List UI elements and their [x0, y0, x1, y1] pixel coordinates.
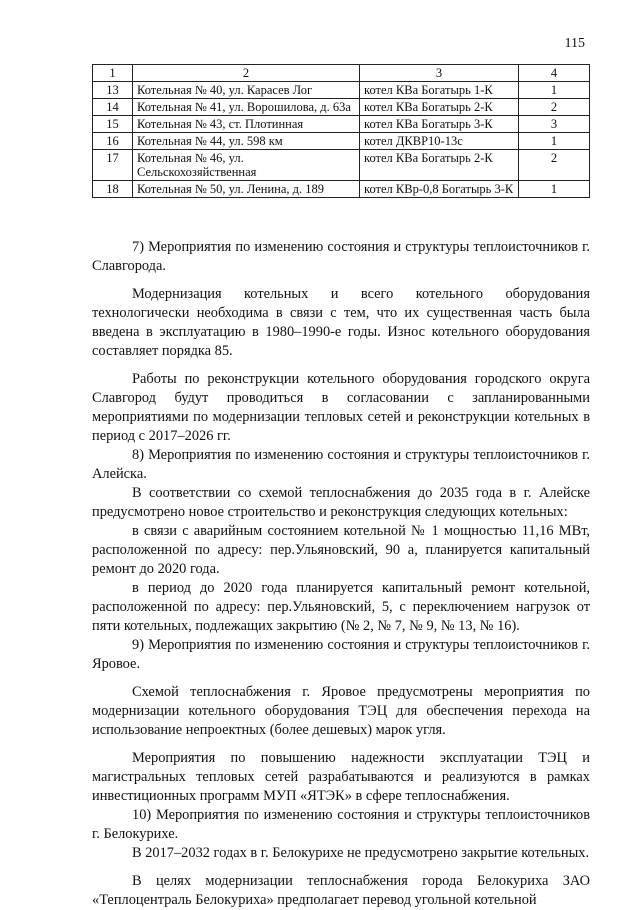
table-row [93, 181, 590, 198]
paragraph: Схемой теплоснабжения г. Яровое предусмотрены мероприятия по модернизации котельного оборудования ТЭЦ для обеспечения перехода на использование непроектных (более дешевых) марок угля. [92, 684, 590, 738]
boiler-equipment: котел КВа Богатырь 3-К [360, 116, 519, 133]
header-cell-1: 1 [93, 65, 133, 82]
boiler-equipment: котел ДКВР10-13с [360, 133, 519, 150]
paragraph: В 2017–2032 годах в г. Белокурихе не предусмотрено закрытие котельных. [132, 845, 590, 861]
boiler-house-name: Котельная № 43, ст. Плотинная [133, 116, 360, 133]
boiler-equipment: котел КВр-0,8 Богатырь 3-К [360, 181, 519, 198]
paragraph: Мероприятия по повышению надежности эксплуатации ТЭЦ и магистральных тепловых сетей разрабатываются и реализуются в рамках инвестиционных программ МУП «ЯТЭК» в сфере теплоснабжения. [92, 750, 590, 804]
boiler-table [92, 64, 590, 198]
paragraph: Модернизация котельных и всего котельного оборудования технологически необходима в связи с тем, что их существенная часть была введена в эксплуатацию в 1980–1990-е годы. Износ котельного оборудования составляет порядка 85. [92, 286, 590, 359]
boiler-equipment: котел КВа Богатырь 1-К [360, 82, 519, 99]
table-row [93, 133, 590, 150]
section-heading-aleysk: 8) Мероприятия по изменению состояния и структуры теплоисточников г. Алейска. [92, 447, 590, 482]
table-row [93, 116, 590, 133]
boiler-house-name: Котельная № 50, ул. Ленина, д. 189 [133, 181, 360, 198]
paragraph: В целях модернизации теплоснабжения города Белокуриха ЗАО «Теплоцентраль Белокуриха» предполагает перевод угольной котельной [92, 873, 590, 908]
header-cell-3: 3 [360, 65, 519, 82]
boiler-house-name: Котельная № 46, ул. Сельскохозяйственная [133, 150, 360, 181]
boiler-house-name: Котельная № 44, ул. 598 км [133, 133, 360, 150]
header-cell-2: 2 [133, 65, 360, 82]
header-cell-4: 4 [519, 65, 590, 82]
boiler-house-name: Котельная № 40, ул. Карасев Лог [133, 82, 360, 99]
page-number: 115 [564, 36, 585, 51]
row-number: 17 [93, 150, 133, 181]
row-number: 15 [93, 116, 133, 133]
boiler-count: 2 [519, 99, 590, 116]
paragraph: Работы по реконструкции котельного оборудования городского округа Славгород будут проводиться в согласовании с запланированными мероприятиями по модернизации тепловых сетей и реконструкции котельных в период с 2017–2026 гг. [92, 371, 590, 444]
boiler-house-name: Котельная № 41, ул. Ворошилова, д. 63а [133, 99, 360, 116]
table-header-row [93, 65, 590, 82]
boiler-count: 1 [519, 181, 590, 198]
paragraph: в период до 2020 года планируется капитальный ремонт котельной, расположенной по адресу: пер.Ульяновский, 5, с переключением нагрузок от пяти котельных, подлежащих закрытию (№ 2, № 7, № 9, № 13, № 16). [92, 580, 590, 634]
paragraph: В соответствии со схемой теплоснабжения до 2035 года в г. Алейске предусмотрено новое строительство и реконструкция следующих котельных: [92, 485, 590, 520]
boiler-count: 1 [519, 82, 590, 99]
table-row [93, 150, 590, 181]
section-heading-slavgorod: 7) Мероприятия по изменению состояния и структуры теплоисточников г. Славгорода. [92, 239, 590, 274]
section-heading-yarovoe: 9) Мероприятия по изменению состояния и структуры теплоисточников г. Яровое. [92, 637, 590, 672]
boiler-equipment: котел КВа Богатырь 2-К [360, 150, 519, 181]
row-number: 18 [93, 181, 133, 198]
row-number: 14 [93, 99, 133, 116]
paragraph: в связи с аварийным состоянием котельной № 1 мощностью 11,16 МВт, расположенной по адресу: пер.Ульяновский, 90 а, планируется капитальный ремонт до 2020 года. [92, 523, 590, 577]
boiler-count: 3 [519, 116, 590, 133]
boiler-equipment: котел КВа Богатырь 2-К [360, 99, 519, 116]
section-heading-belokurikha: 10) Мероприятия по изменению состояния и структуры теплоисточников г. Белокурихе. [92, 807, 590, 842]
row-number: 13 [93, 82, 133, 99]
row-number: 16 [93, 133, 133, 150]
boiler-count: 2 [519, 150, 590, 181]
boiler-count: 1 [519, 133, 590, 150]
body-text [92, 238, 590, 910]
table-row [93, 99, 590, 116]
table-row [93, 82, 590, 99]
